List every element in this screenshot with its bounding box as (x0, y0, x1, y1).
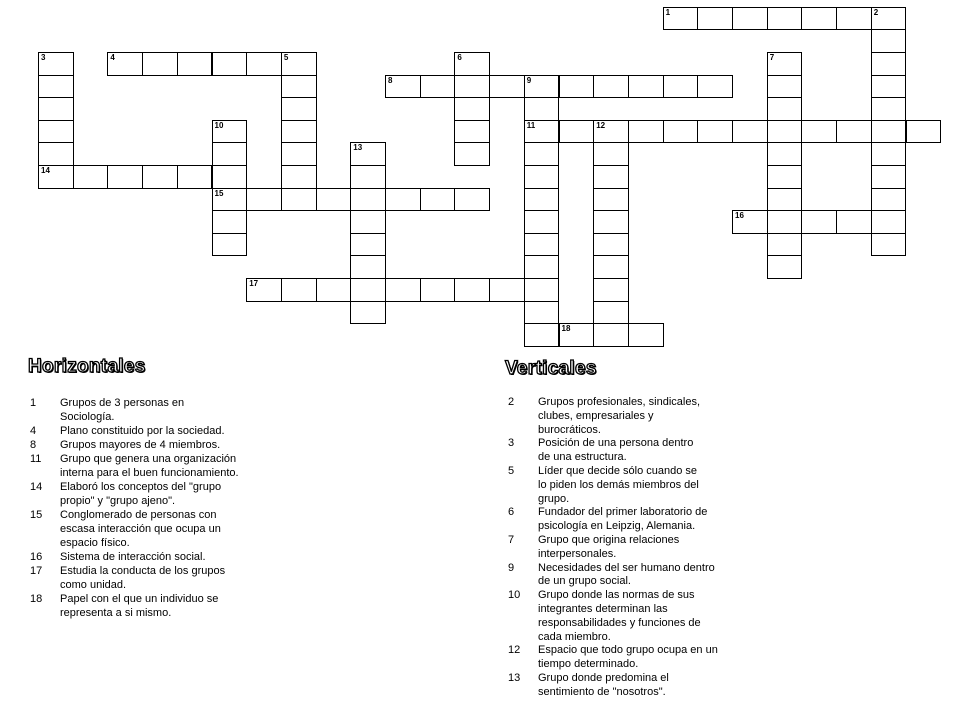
grid-cell[interactable] (350, 210, 386, 234)
grid-cell[interactable] (212, 233, 248, 257)
grid-cell[interactable] (454, 97, 490, 121)
grid-cell[interactable] (767, 52, 803, 76)
clue-item (508, 465, 828, 506)
cell-number: 10 (214, 120, 224, 130)
grid-cell[interactable] (38, 165, 74, 189)
grid-cell[interactable] (593, 301, 629, 325)
grid-cell[interactable] (663, 7, 699, 31)
grid-cell[interactable] (593, 255, 629, 279)
grid-cell[interactable] (454, 120, 490, 144)
grid-cell[interactable] (767, 188, 803, 212)
clue-text: Sistema de interacción social. (60, 551, 206, 563)
clue-text: Elaboró los conceptos del "grupo propio" y "grupo ajeno". (60, 481, 222, 507)
clue-number: 7 (508, 533, 515, 546)
grid-cell[interactable] (524, 120, 560, 144)
grid-cell[interactable] (281, 52, 317, 76)
grid-cell[interactable] (767, 165, 803, 189)
grid-cell[interactable] (906, 120, 942, 144)
clue-number: 14 (30, 481, 43, 493)
grid-cell[interactable] (107, 52, 143, 76)
clue-item (30, 564, 350, 592)
clue-item (508, 562, 828, 590)
cell-number: 17 (249, 279, 259, 288)
cell-number: 13 (353, 143, 363, 153)
clue-text: Grupo que genera una organización interna para el buen funcionamiento. (60, 453, 239, 479)
clue-text: Grupos profesionales, sindicales, clubes, empresariales y burocráticos. (538, 396, 701, 436)
cell-number: 8 (388, 75, 393, 85)
grid-cell[interactable] (871, 188, 907, 212)
clue-text: Grupos mayores de 4 miembros. (60, 439, 221, 451)
cell-number: 15 (214, 188, 224, 198)
clue-item (30, 508, 350, 550)
clue-text: Conglomerado de personas con escasa interacción que ocupa un espacio físico. (60, 509, 221, 549)
clue-number: 11 (30, 453, 42, 465)
grid-cell[interactable] (524, 142, 560, 166)
clue-text: Papel con el que un individuo se representa a si mismo. (60, 593, 219, 619)
clue-text: Grupo donde predomina el sentimiento de "nosotros". (538, 671, 669, 698)
grid-cell[interactable] (871, 120, 907, 144)
grid-cell[interactable] (316, 278, 352, 302)
grid-cell[interactable] (801, 7, 837, 31)
grid-cell[interactable] (871, 142, 907, 166)
grid-cell[interactable] (212, 120, 248, 144)
grid-cell[interactable] (385, 278, 421, 302)
grid-cell[interactable] (836, 210, 872, 234)
grid-cell[interactable] (628, 120, 664, 144)
cell-number: 1 (665, 7, 671, 17)
grid-cell[interactable] (697, 7, 733, 31)
clue-number: 5 (508, 464, 515, 477)
grid-cell[interactable] (350, 255, 386, 279)
grid-cell[interactable] (350, 142, 386, 166)
clue-number: 17 (30, 565, 43, 577)
clue-text: Grupos de 3 personas en Sociología. (60, 397, 185, 423)
cell-number: 7 (769, 53, 775, 62)
clue-number: 6 (508, 506, 515, 519)
clue-text: Estudia la conducta de los grupos como unidad. (60, 565, 226, 591)
grid-cell[interactable] (246, 188, 282, 212)
vertical-heading: Verticales (505, 358, 597, 379)
clue-text: Necesidades del ser humano dentro de un grupo social. (538, 561, 715, 588)
grid-cell[interactable] (38, 142, 74, 166)
grid-cell[interactable] (281, 97, 317, 121)
clue-number: 18 (30, 593, 43, 605)
grid-cell[interactable] (350, 165, 386, 189)
grid-cell[interactable] (593, 210, 629, 234)
grid-cell[interactable] (246, 278, 282, 302)
grid-cell[interactable] (454, 52, 490, 76)
grid-cell[interactable] (663, 75, 699, 99)
clue-item (30, 438, 350, 452)
clue-number: 12 (508, 644, 521, 657)
grid-cell[interactable] (142, 165, 178, 189)
clue-item (30, 452, 350, 480)
grid-cell[interactable] (142, 52, 178, 76)
grid-cell[interactable] (420, 75, 456, 99)
grid-cell[interactable] (281, 188, 317, 212)
grid-cell[interactable] (246, 52, 282, 76)
clue-number: 1 (30, 397, 37, 409)
clue-number: 2 (508, 396, 515, 408)
grid-cell[interactable] (524, 165, 560, 189)
grid-cell[interactable] (524, 210, 560, 234)
clue-number: 13 (508, 671, 521, 684)
cell-number: 11 (526, 120, 536, 130)
grid-cell[interactable] (212, 210, 248, 234)
grid-cell[interactable] (559, 75, 595, 99)
grid-cell[interactable] (107, 165, 143, 189)
grid-cell[interactable] (420, 188, 456, 212)
clue-item (30, 424, 350, 438)
grid-cell[interactable] (871, 52, 907, 76)
grid-cell[interactable] (281, 75, 317, 99)
grid-cell[interactable] (767, 120, 803, 144)
clue-number: 9 (508, 561, 515, 574)
grid-cell[interactable] (524, 301, 560, 325)
grid-cell[interactable] (559, 120, 595, 144)
grid-cell[interactable] (212, 52, 248, 76)
clue-item (30, 480, 350, 508)
grid-cell[interactable] (350, 233, 386, 257)
cell-number: 2 (873, 7, 879, 17)
grid-cell[interactable] (593, 278, 629, 302)
grid-cell[interactable] (38, 52, 74, 76)
clue-item (30, 396, 350, 424)
grid-cell[interactable] (489, 75, 525, 99)
clue-item (30, 592, 350, 620)
grid-cell[interactable] (281, 120, 317, 144)
grid-cell[interactable] (836, 120, 872, 144)
grid-cell[interactable] (767, 142, 803, 166)
cell-number: 14 (41, 166, 50, 175)
grid-cell[interactable] (801, 210, 837, 234)
grid-cell[interactable] (628, 323, 664, 347)
grid-cell[interactable] (732, 7, 768, 31)
grid-cell[interactable] (38, 75, 74, 99)
grid-cell[interactable] (767, 7, 803, 31)
grid-cell[interactable] (871, 233, 907, 257)
grid-cell[interactable] (385, 188, 421, 212)
clue-text: Grupo donde las normas de sus integrantes determinan las responsabilidades y funciones de cada miembro. (538, 589, 701, 643)
grid-cell[interactable] (836, 7, 872, 31)
grid-cell[interactable] (628, 75, 664, 99)
grid-cell[interactable] (212, 165, 248, 189)
grid-cell[interactable] (593, 188, 629, 212)
horizontal-heading: Horizontales (28, 356, 146, 377)
grid-cell[interactable] (38, 120, 74, 144)
grid-cell[interactable] (593, 233, 629, 257)
clue-number: 16 (30, 551, 43, 563)
grid-cell[interactable] (593, 165, 629, 189)
grid-cell[interactable] (767, 97, 803, 121)
clue-text: Plano constituido por la sociedad. (60, 425, 225, 437)
grid-cell[interactable] (281, 165, 317, 189)
grid-cell[interactable] (38, 97, 74, 121)
grid-cell[interactable] (454, 142, 490, 166)
grid-cell[interactable] (801, 120, 837, 144)
grid-cell[interactable] (524, 278, 560, 302)
grid-cell[interactable] (524, 188, 560, 212)
grid-cell[interactable] (767, 210, 803, 234)
grid-cell[interactable] (593, 142, 629, 166)
grid-cell[interactable] (871, 210, 907, 234)
grid-cell[interactable] (212, 188, 248, 212)
grid-cell[interactable] (697, 120, 733, 144)
grid-cell[interactable] (524, 255, 560, 279)
grid-cell[interactable] (420, 278, 456, 302)
clue-text: Espacio que todo grupo ocupa en un tiempo determinado. (538, 644, 718, 671)
grid-cell[interactable] (177, 165, 213, 189)
cell-number: 18 (561, 324, 571, 334)
grid-cell[interactable] (73, 165, 109, 189)
grid-cell[interactable] (732, 210, 768, 234)
grid-cell[interactable] (871, 97, 907, 121)
grid-cell[interactable] (871, 7, 907, 31)
horizontal-clues (30, 396, 350, 620)
cell-number: 16 (735, 211, 744, 221)
grid-cell[interactable] (697, 75, 733, 99)
cell-number: 4 (110, 53, 115, 62)
cell-number: 9 (526, 75, 532, 85)
clue-number: 4 (30, 425, 37, 437)
cell-number: 12 (596, 120, 606, 130)
cell-number: 6 (457, 53, 462, 62)
grid-cell[interactable] (281, 142, 317, 166)
clue-number: 8 (30, 439, 37, 451)
grid-cell[interactable] (593, 323, 629, 347)
clue-text: Fundador del primer laboratorio de psicología en Leipzig, Alemania. (538, 506, 708, 533)
grid-cell[interactable] (454, 75, 490, 99)
clue-number: 3 (508, 437, 515, 450)
grid-cell[interactable] (316, 188, 352, 212)
clue-item (508, 396, 828, 437)
clue-item (508, 534, 828, 562)
clue-item (508, 589, 828, 644)
vertical-clues (508, 396, 828, 700)
grid-cell[interactable] (593, 75, 629, 99)
grid-cell[interactable] (559, 323, 595, 347)
cell-number: 3 (41, 53, 46, 62)
clue-item (508, 437, 828, 465)
grid-cell[interactable] (524, 97, 560, 121)
clue-number: 15 (30, 509, 43, 521)
grid-cell[interactable] (767, 233, 803, 257)
grid-cell[interactable] (871, 29, 907, 53)
crossword-grid (0, 0, 960, 340)
cell-number: 5 (283, 53, 289, 62)
clue-item (30, 550, 350, 564)
grid-cell[interactable] (524, 75, 560, 99)
clue-item (508, 672, 828, 700)
clue-text: Posición de una persona dentro de una estructura. (538, 437, 694, 464)
grid-cell[interactable] (385, 75, 421, 99)
grid-cell[interactable] (732, 120, 768, 144)
grid-cell[interactable] (663, 120, 699, 144)
grid-cell[interactable] (489, 278, 525, 302)
grid-cell[interactable] (871, 165, 907, 189)
grid-cell[interactable] (454, 278, 490, 302)
grid-cell[interactable] (350, 278, 386, 302)
grid-cell[interactable] (524, 323, 560, 347)
grid-cell[interactable] (454, 188, 490, 212)
clue-text: Líder que decide sólo cuando se lo piden los demás miembros del grupo. (538, 464, 699, 505)
clue-text: Grupo que origina relaciones interpersonales. (538, 533, 680, 560)
grid-cell[interactable] (350, 188, 386, 212)
grid-cell[interactable] (767, 255, 803, 279)
clue-item (508, 506, 828, 534)
grid-cell[interactable] (593, 120, 629, 144)
grid-cell[interactable] (871, 75, 907, 99)
grid-cell[interactable] (212, 142, 248, 166)
clue-item (508, 644, 828, 672)
grid-cell[interactable] (281, 278, 317, 302)
grid-cell[interactable] (350, 301, 386, 325)
clue-number: 10 (508, 589, 521, 602)
grid-cell[interactable] (767, 75, 803, 99)
grid-cell[interactable] (177, 52, 213, 76)
grid-cell[interactable] (524, 233, 560, 257)
